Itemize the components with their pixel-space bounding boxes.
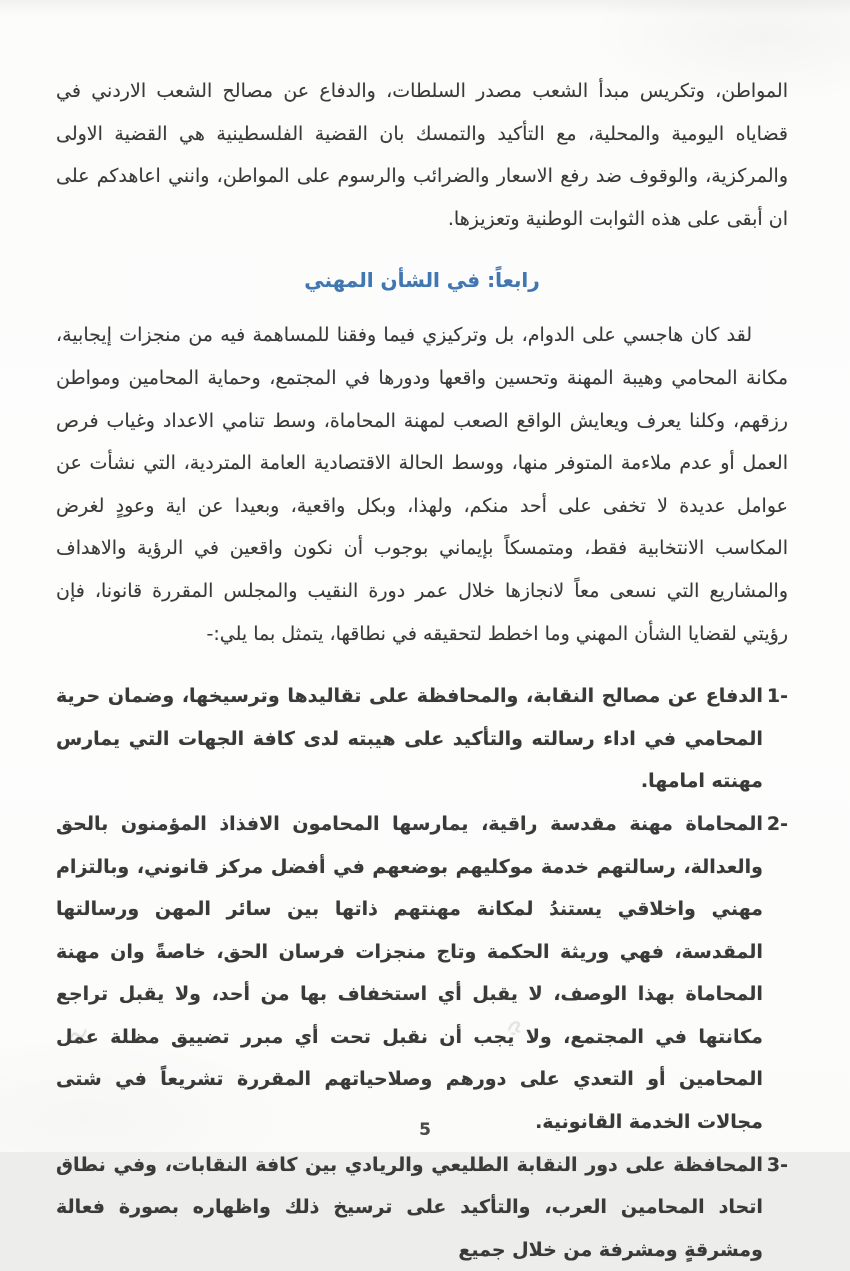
list-item	[56, 675, 788, 803]
paragraph-intro: لقد كان هاجسي على الدوام، بل وتركيزي فيما وفقنا للمساهمة فيه من منجزات إيجابية، مكانة المحامي وهيبة المهنة وتحسين واقعها ودورها في المجتمع، وحماية المحامين ومواطن رزقهم، وكلنا يعرف ويعايش الواقع الصعب لمهنة المحاماة، وسط تنامي الاعداد وغياب فرص العمل أو عدم ملاءمة المتوفر منها، ووسط الحالة الاقتصادية العامة المتردية، التي نشأت عن عوامل عديدة لا تخفى على أحد منكم، ولهذا، وبكل واقعية، وبعيدا عن اية وعودٍ لغرض المكاسب الانتخابية فقط، ومتمسكاً بإيماني بوجوب أن نكون واقعين في الرؤية والاهداف والمشاريع التي نسعى معاً لانجازها خلال عمر دورة النقيب والمجلس المقررة قانونا، فإن رؤيتي لقضايا الشأن المهني وما اخطط لتحقيقه في نطاقها، يتمثل بما يلي:-	[56, 324, 788, 645]
section-heading: رابعاً: في الشأن المهني	[304, 268, 540, 293]
list-item	[56, 803, 788, 1144]
list-item-text: المحافظة على دور النقابة الطليعي والريادي بين كافة النقابات، وفي نطاق اتحاد المحامين العرب، والتأكيد على ترسيخ ذلك واظهاره بصورة فعالة ومشرقةٍ ومشرفة من خلال جميع	[56, 1153, 763, 1261]
list-item-text: الدفاع عن مصالح النقابة، والمحافظة على تقاليدها وترسيخها، وضمان حرية المحامي في اداء رسالته والتأكيد على هيبته لدى كافة الجهات التي يمارس مهنته امامها.	[56, 685, 763, 793]
list-item-text: المحاماة مهنة مقدسة راقية، يمارسها المحامون الافذاذ المؤمنون بالحق والعدالة، رسالتهم خدمة موكليهم بوضعهم في أفضل مركز قانوني، وبالتزام مهني واخلاقي يستندُ لمكانة مهنتهم ذاتها بين سائر المهن ورسالتها المقدسة، فهي وريثة الحكمة وتاج منجزات فرسان الحق، خاصةً وان مهنة المحاماة بهذا الوصف، لا يقبل أي استخفاف بها من أحد، ولا يقبل تراجع مكانتها في المجتمع، ولا يجب أن نقبل تحت أي مبرر تضييق مظلة عمل المحامين أو التعدي على دورهم وصلاحياتهم المقررة تشريعاً في شتى مجالات الخدمة القانونية.	[56, 812, 763, 1134]
list-item	[56, 1144, 788, 1271]
paragraph-continuation: المواطن، وتكريس مبدأ الشعب مصدر السلطات، والدفاع عن مصالح الشعب الاردني في قضاياه اليومية والمحلية، مع التأكيد والتمسك بان القضية الفلسطينية هي القضية الاولى والمركزية، والوقوف ضد رفع الاسعار والضرائب والرسوم على المواطن، وانني اعاهدكم على ان أبقى على هذه الثوابت الوطنية وتعزيزها.	[56, 80, 788, 230]
list-item-number: 2-	[766, 812, 788, 835]
list-item-number: 1-	[766, 685, 788, 708]
list-item-number: 3-	[766, 1153, 788, 1176]
numbered-list	[56, 675, 788, 1271]
scan-smudge-mark	[504, 1017, 525, 1041]
page-number: 5	[419, 1120, 431, 1140]
